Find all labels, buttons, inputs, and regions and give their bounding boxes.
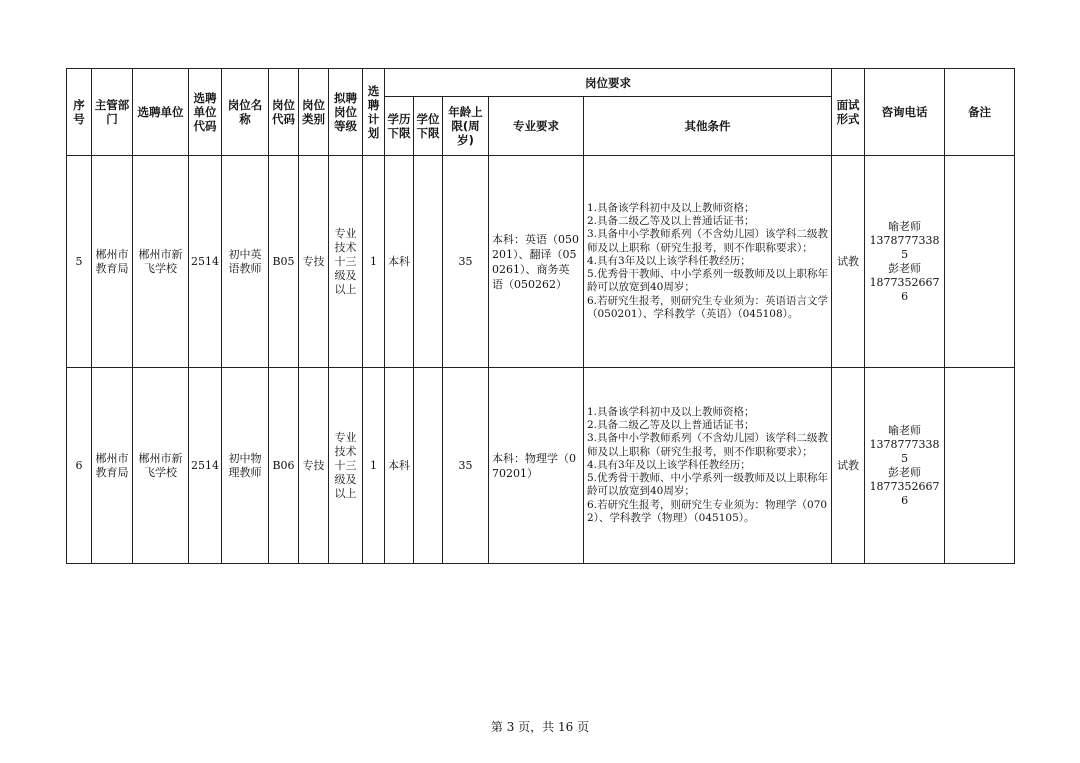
cell-major: 本科：物理学（070201） xyxy=(489,368,584,564)
cell-post-type: 专技 xyxy=(299,368,329,564)
cell-post-name: 初中英语教师 xyxy=(222,156,269,368)
cell-dept: 郴州市教育局 xyxy=(92,156,133,368)
condition-line: 4.具有3年及以上该学科任教经历； xyxy=(587,458,751,471)
cell-dept: 郴州市教育局 xyxy=(92,368,133,564)
cell-post-type: 专技 xyxy=(299,156,329,368)
contact-phone: 13787773385 xyxy=(869,233,940,261)
header-post-level: 拟聘岗位等级 xyxy=(329,69,363,156)
header-post-type: 岗位类别 xyxy=(299,69,329,156)
header-post-code: 岗位代码 xyxy=(269,69,299,156)
cell-unit-code: 2514 xyxy=(189,368,222,564)
condition-line: 2.具备二级乙等及以上普通话证书； xyxy=(587,418,755,431)
header-degree: 学位下限 xyxy=(414,97,443,156)
condition-line: 2.具备二级乙等及以上普通话证书； xyxy=(587,214,755,227)
cell-interview: 试教 xyxy=(832,156,865,368)
cell-edu: 本科 xyxy=(385,156,414,368)
header-phone: 咨询电话 xyxy=(865,69,945,156)
condition-line: 5.优秀骨干教师、中小学系列一级教师及以上职称年龄可以放宽到40周岁； xyxy=(587,268,829,294)
contact-name: 彭老师 xyxy=(888,261,922,275)
cell-major: 本科：英语（050201）、翻译（050261）、商务英语（050262） xyxy=(489,156,584,368)
header-unit-code: 选聘单位代码 xyxy=(189,69,222,156)
condition-line: 3.具备中小学教师系列（不含幼儿园）该学科二级教师及以上职称（研究生报考，则不作职称要求）； xyxy=(587,228,829,254)
cell-post-code: B05 xyxy=(269,156,299,368)
header-remark: 备注 xyxy=(945,69,1015,156)
condition-line: 6.若研究生报考，则研究生专业须为：英语语言文学（050201）、学科教学（英语）（045108）。 xyxy=(587,294,829,321)
cell-edu: 本科 xyxy=(385,368,414,564)
cell-plan: 1 xyxy=(363,368,385,564)
cell-seq: 5 xyxy=(67,156,92,368)
header-dept: 主管部门 xyxy=(92,69,133,156)
condition-line: 1.具备该学科初中及以上教师资格； xyxy=(587,201,755,214)
condition-line: 3.具备中小学教师系列（不含幼儿园）该学科二级教师及以上职称（研究生报考，则不作职称要求）； xyxy=(587,432,829,458)
condition-line: 4.具有3年及以上该学科任教经历； xyxy=(587,254,751,267)
cell-seq: 6 xyxy=(67,368,92,564)
header-requirements: 岗位要求 xyxy=(385,69,832,97)
table-row xyxy=(67,368,1015,564)
cell-age: 35 xyxy=(443,368,489,564)
table-row xyxy=(67,156,1015,368)
header-major: 专业要求 xyxy=(489,97,584,156)
header-other: 其他条件 xyxy=(584,97,832,156)
condition-line: 5.优秀骨干教师、中小学系列一级教师及以上职称年龄可以放宽到40周岁； xyxy=(587,472,829,498)
cell-remark xyxy=(945,156,1015,368)
header-interview: 面试形式 xyxy=(832,69,865,156)
cell-other-conditions xyxy=(584,156,832,368)
cell-other-conditions xyxy=(584,368,832,564)
cell-post-level: 专业技术十三级及以上 xyxy=(329,156,363,368)
header-post-name: 岗位名称 xyxy=(222,69,269,156)
header-unit: 选聘单位 xyxy=(133,69,189,156)
cell-degree xyxy=(414,368,443,564)
cell-interview: 试教 xyxy=(832,368,865,564)
cell-unit-code: 2514 xyxy=(189,156,222,368)
cell-phone xyxy=(865,368,945,564)
recruitment-table xyxy=(66,68,1015,564)
cell-unit: 郴州市新飞学校 xyxy=(133,156,189,368)
cell-post-name: 初中物理教师 xyxy=(222,368,269,564)
page-number-footer: 第 3 页，共 16 页 xyxy=(490,720,590,734)
header-plan: 选聘计划 xyxy=(363,69,385,156)
cell-degree xyxy=(414,156,443,368)
cell-post-code: B06 xyxy=(269,368,299,564)
contact-phone: 18773526676 xyxy=(869,275,940,303)
cell-plan: 1 xyxy=(363,156,385,368)
contact-name: 喻老师 xyxy=(888,219,922,233)
cell-phone xyxy=(865,156,945,368)
contact-name: 喻老师 xyxy=(888,423,922,437)
condition-line: 6.若研究生报考，则研究生专业须为：物理学（0702）、学科教学（物理）（045105）。 xyxy=(587,498,828,525)
cell-unit: 郴州市新飞学校 xyxy=(133,368,189,564)
contact-phone: 18773526676 xyxy=(869,479,940,507)
contact-phone: 13787773385 xyxy=(869,437,940,465)
header-age: 年龄上限(周岁) xyxy=(443,97,489,156)
cell-remark xyxy=(945,368,1015,564)
cell-age: 35 xyxy=(443,156,489,368)
condition-line: 1.具备该学科初中及以上教师资格； xyxy=(587,405,755,418)
header-edu: 学历下限 xyxy=(385,97,414,156)
cell-post-level: 专业技术十三级及以上 xyxy=(329,368,363,564)
contact-name: 彭老师 xyxy=(888,465,922,479)
header-seq: 序号 xyxy=(67,69,92,156)
